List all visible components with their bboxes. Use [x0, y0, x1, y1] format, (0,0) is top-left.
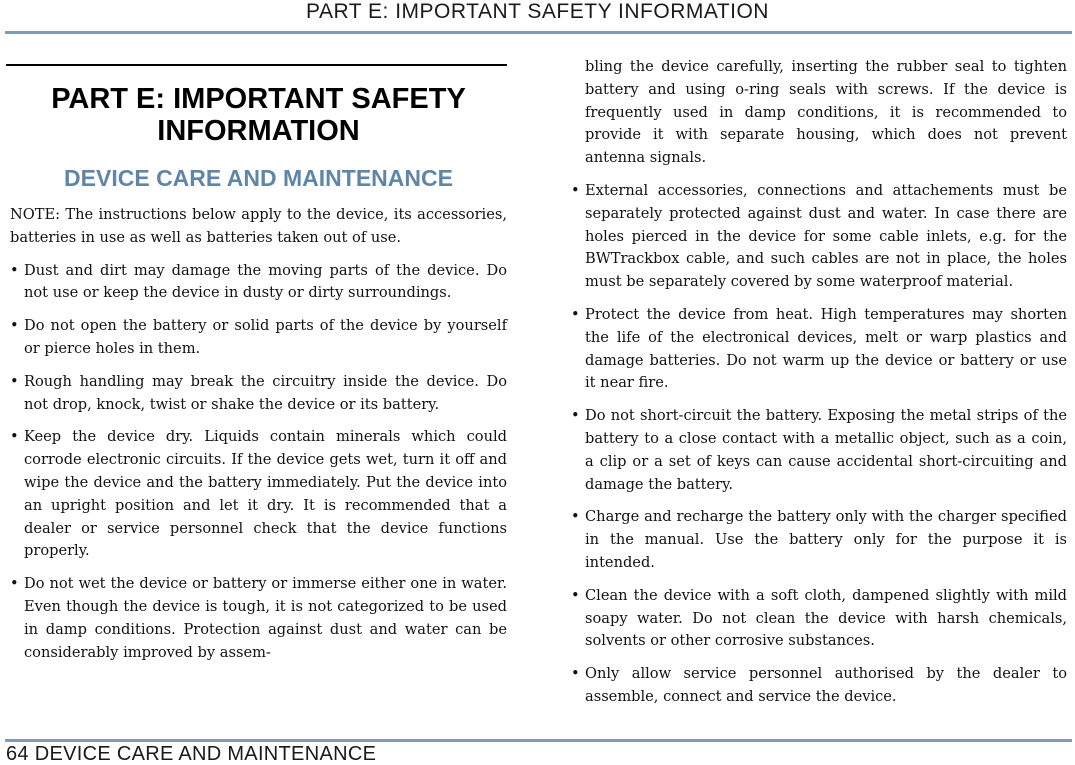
- header-divider: [5, 31, 1072, 34]
- list-item-text: Dust and dirt may damage the moving parts of the device. Do not use or keep the device in dusty or dirty surroundings.: [24, 261, 507, 302]
- title-rule: [6, 64, 507, 66]
- list-item: [10, 315, 507, 361]
- list-item-text: External accessories, connections and attachements must be separately protected against dust and water. In case there are holes pierced in the device for some cable inlets, e.g. for the BWTrackbox cable, and such cables are not in place, the holes must be separately covered by some waterproof material.: [585, 181, 1067, 291]
- note-paragraph: NOTE: The instructions below apply to the device, its accessories, batteries in use as well as batteries taken out of use.: [10, 206, 507, 246]
- bullet-icon: •: [571, 305, 580, 323]
- left-column: [10, 64, 507, 674]
- list-item: [571, 405, 1067, 496]
- bullet-icon: •: [571, 181, 580, 199]
- list-item-text: Clean the device with a soft cloth, dampened slightly with mild soapy water. Do not clean the device with harsh chemicals, solvents or other corrosive substances.: [585, 586, 1067, 650]
- running-header-title: PART E: IMPORTANT SAFETY INFORMATION: [306, 0, 769, 23]
- section-title: DEVICE CARE AND MAINTENANCE: [64, 165, 453, 191]
- bullet-icon: •: [571, 407, 580, 425]
- list-item: [571, 180, 1067, 294]
- list-item-text: Do not wet the device or battery or immerse either one in water. Even though the device is tough, it is not categorized to be used in damp conditions. Protection against dust and water can be considerably improved by assem-: [24, 575, 507, 661]
- bullet-icon: •: [571, 665, 580, 683]
- page-number: 64: [6, 743, 29, 765]
- list-item: [10, 260, 507, 306]
- continuation-paragraph: bling the device carefully, inserting the rubber seal to tighten battery and using o-ring seals with screws. If the device is frequently used in damp conditions, it is recommended to provide it with separate housing, which does not prevent antenna signals.: [585, 58, 1067, 167]
- list-item: [571, 663, 1067, 709]
- list-item-text: Protect the device from heat. High temperatures may shorten the life of the electronical devices, melt or warp plastics and damage batteries. Do not warm up the device or battery or use it near fire.: [585, 305, 1067, 392]
- list-item: [571, 304, 1067, 395]
- list-item: [571, 506, 1067, 574]
- bullet-icon: •: [10, 317, 19, 335]
- bullet-icon: •: [571, 586, 580, 604]
- list-item-text: Do not open the battery or solid parts of the device by yourself or pierce holes in them.: [24, 317, 507, 357]
- bullet-icon: •: [10, 372, 19, 390]
- running-footer: [6, 743, 376, 765]
- list-item-text: Rough handling may break the circuitry inside the device. Do not drop, knock, twist or shake the device or its battery.: [24, 372, 507, 413]
- bullet-icon: •: [571, 508, 580, 526]
- footer-divider: [5, 739, 1072, 742]
- list-item-text: Charge and recharge the battery only with the charger specified in the manual. Use the battery only for the purpose it is intended.: [585, 508, 1067, 571]
- list-item-text: Keep the device dry. Liquids contain minerals which could corrode electronic circuits. If the device gets wet, turn it off and wipe the device and the battery immediately. Put the device into an upright position and let it dry. It is recommended that a dealer or service personnel check that the device functions properly.: [24, 428, 507, 560]
- list-item-text: Do not short-circuit the battery. Exposing the metal strips of the battery to a close contact with a metallic object, such as a coin, a clip or a set of keys can cause accidental short-circuiting and damage the battery.: [585, 407, 1067, 493]
- running-header: [0, 0, 1075, 28]
- bullet-icon: •: [10, 575, 19, 593]
- list-item-text: Only allow service personnel authorised by the dealer to assemble, connect and service the device.: [585, 665, 1067, 705]
- list-item: [571, 585, 1067, 653]
- footer-section-title: DEVICE CARE AND MAINTENANCE: [34, 743, 377, 765]
- list-item: [10, 371, 507, 417]
- list-item: [10, 573, 507, 664]
- list-item: [10, 426, 507, 563]
- right-column: [571, 56, 1067, 719]
- part-title: PART E: IMPORTANT SAFETY INFORMATION: [51, 83, 466, 147]
- bullet-icon: •: [10, 261, 19, 279]
- bullet-icon: •: [10, 428, 19, 446]
